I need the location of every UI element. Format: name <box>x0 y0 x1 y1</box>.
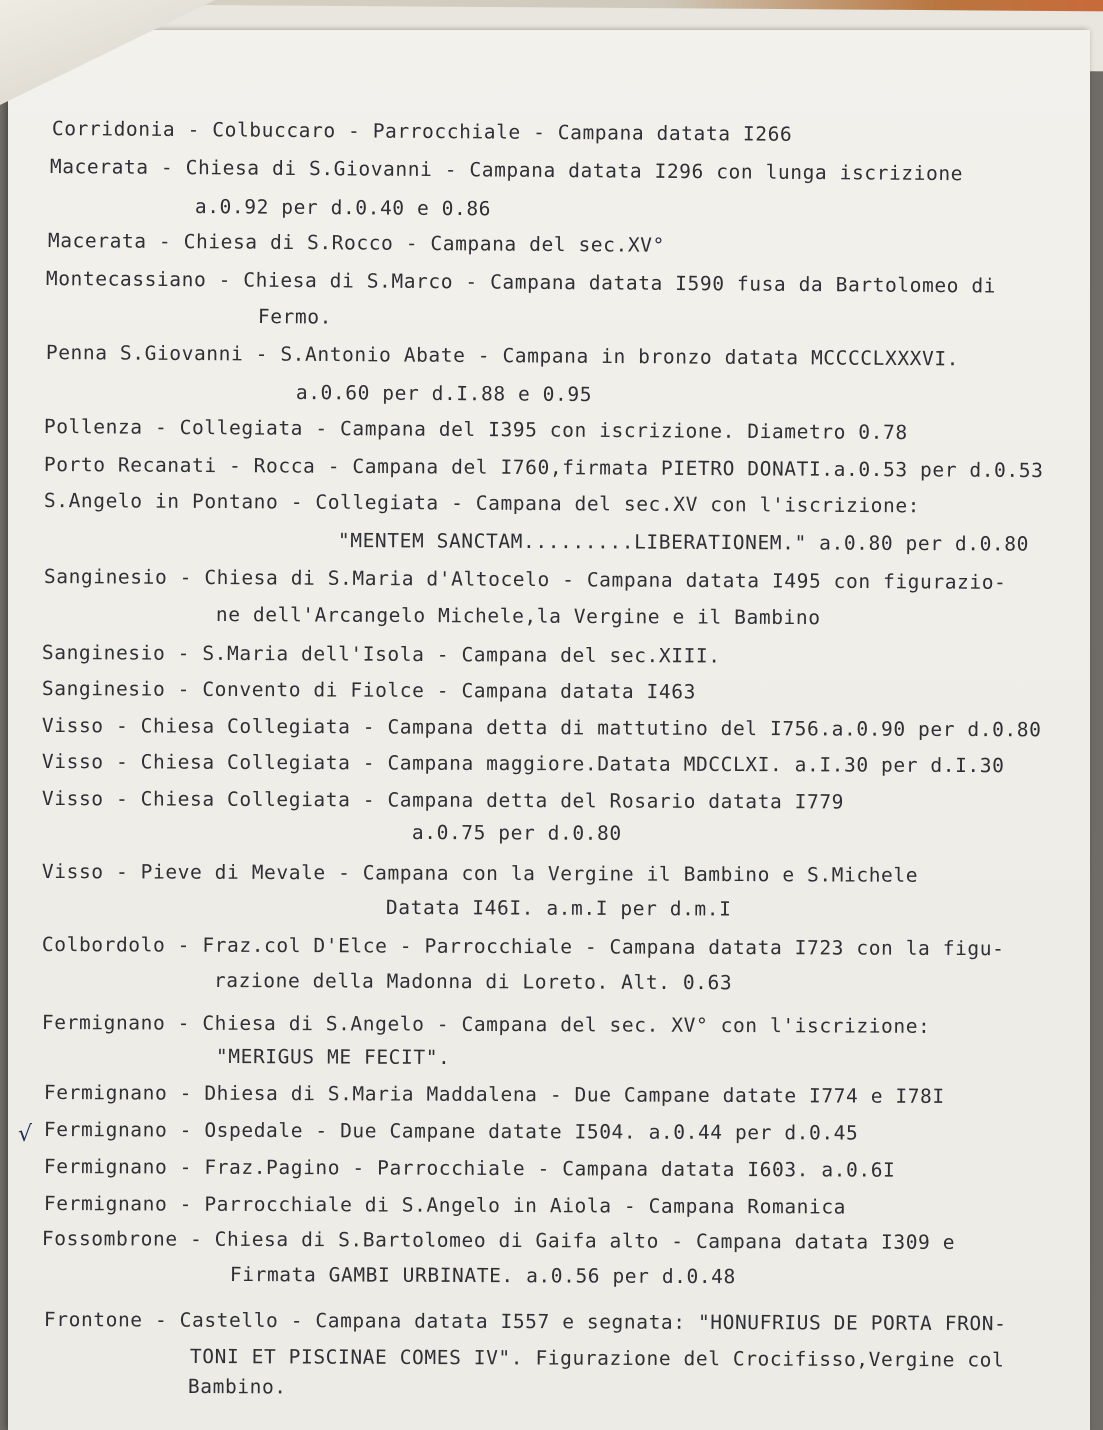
typed-line: Visso - Chiesa Collegiata - Campana maggiore.Datata MDCCLXI. a.I.30 per d.I.30 <box>41 750 1005 778</box>
typed-line: Macerata - Chiesa di S.Giovanni - Campana datata I296 con lunga iscrizione <box>49 155 964 186</box>
typed-line: Colbordolo - Fraz.col D'Elce - Parrocchiale - Campana datata I723 con la figu- <box>41 933 1005 961</box>
typed-line: Sanginesio - Chiesa di S.Maria d'Altocelo - Campana datata I495 con figurazio- <box>43 565 1007 594</box>
typed-line: Datata I46I. a.m.I per d.m.I <box>385 896 732 921</box>
typed-line: Firmata GAMBI URBINATE. a.0.56 per d.0.48 <box>229 1263 736 1289</box>
typed-line: razione della Madonna di Loreto. Alt. 0.63 <box>213 969 733 995</box>
typed-line: Pollenza - Collegiata - Campana del I395 con iscrizione. Diametro 0.78 <box>43 415 908 445</box>
typed-line: Fermignano - Fraz.Pagino - Parrocchiale - Campana datata I603. a.0.6I <box>43 1155 896 1182</box>
typed-line: ne dell'Arcangelo Michele,la Vergine e il Bambino <box>215 603 821 630</box>
typed-line: Porto Recanati - Rocca - Campana del I760,firmata PIETRO DONATI.a.0.53 per d.0.53 <box>43 453 1044 483</box>
typed-line: a.0.75 per d.0.80 <box>411 821 622 845</box>
typed-line: Fermignano - Parrocchiale di S.Angelo in Aiola - Campana Romanica <box>43 1192 847 1219</box>
typed-line: Penna S.Giovanni - S.Antonio Abate - Campana in bronzo datata MCCCCLXXXVI. <box>45 341 960 371</box>
typed-line: Sanginesio - Convento di Fiolce - Campana datata I463 <box>41 677 697 704</box>
typed-line: Fermignano - Ospedale - Due Campane datate I504. a.0.44 per d.0.45 <box>43 1118 859 1145</box>
typed-line: a.0.60 per d.I.88 e 0.95 <box>295 381 593 407</box>
typed-line: Macerata - Chiesa di S.Rocco - Campana del sec.XV° <box>47 229 665 257</box>
typed-line: Fossombrone - Chiesa di S.Bartolomeo di Gaifa alto - Campana datata I309 e <box>41 1227 956 1254</box>
typed-line: "MENTEM SANCTAM.........LIBERATIONEM." a.0.80 per d.0.80 <box>337 529 1030 556</box>
handwritten-check-mark: √ <box>18 1122 33 1147</box>
typed-line: Bambino. <box>187 1375 287 1399</box>
typed-line: Fermignano - Chiesa di S.Angelo - Campana del sec. XV° con l'iscrizione: <box>41 1011 931 1038</box>
typed-line: Fermignano - Dhiesa di S.Maria Maddalena - Due Campane datate I774 e I78I <box>43 1081 945 1108</box>
typed-line: Visso - Pieve di Mevale - Campana con la Vergine il Bambino e S.Michele <box>41 860 919 887</box>
typed-line: S.Angelo in Pontano - Collegiata - Campana del sec.XV con l'iscrizione: <box>43 489 921 518</box>
typed-line: Fermo. <box>257 305 333 329</box>
typed-line: "MERIGUS ME FECIT". <box>215 1045 451 1070</box>
typed-line: Montecassiano - Chiesa di S.Marco - Campana datata I590 fusa da Bartolomeo di <box>45 267 997 298</box>
typed-line: Visso - Chiesa Collegiata - Campana detta del Rosario datata I779 <box>41 787 845 814</box>
typed-line: Corridonia - Colbuccaro - Parrocchiale - Campana datata I266 <box>51 117 793 146</box>
typed-line: Visso - Chiesa Collegiata - Campana detta di mattutino del I756.a.0.90 per d.0.80 <box>41 714 1042 742</box>
typed-line: a.0.92 per d.0.40 e 0.86 <box>194 195 492 221</box>
typed-line: Frontone - Castello - Campana datata I557 e segnata: "HONUFRIUS DE PORTA FRON- <box>43 1308 1007 1336</box>
typed-line: Sanginesio - S.Maria dell'Isola - Campana del sec.XIII. <box>41 641 721 668</box>
typed-line: TONI ET PISCINAE COMES IV". Figurazione del Crocifisso,Vergine col <box>189 1345 1005 1372</box>
